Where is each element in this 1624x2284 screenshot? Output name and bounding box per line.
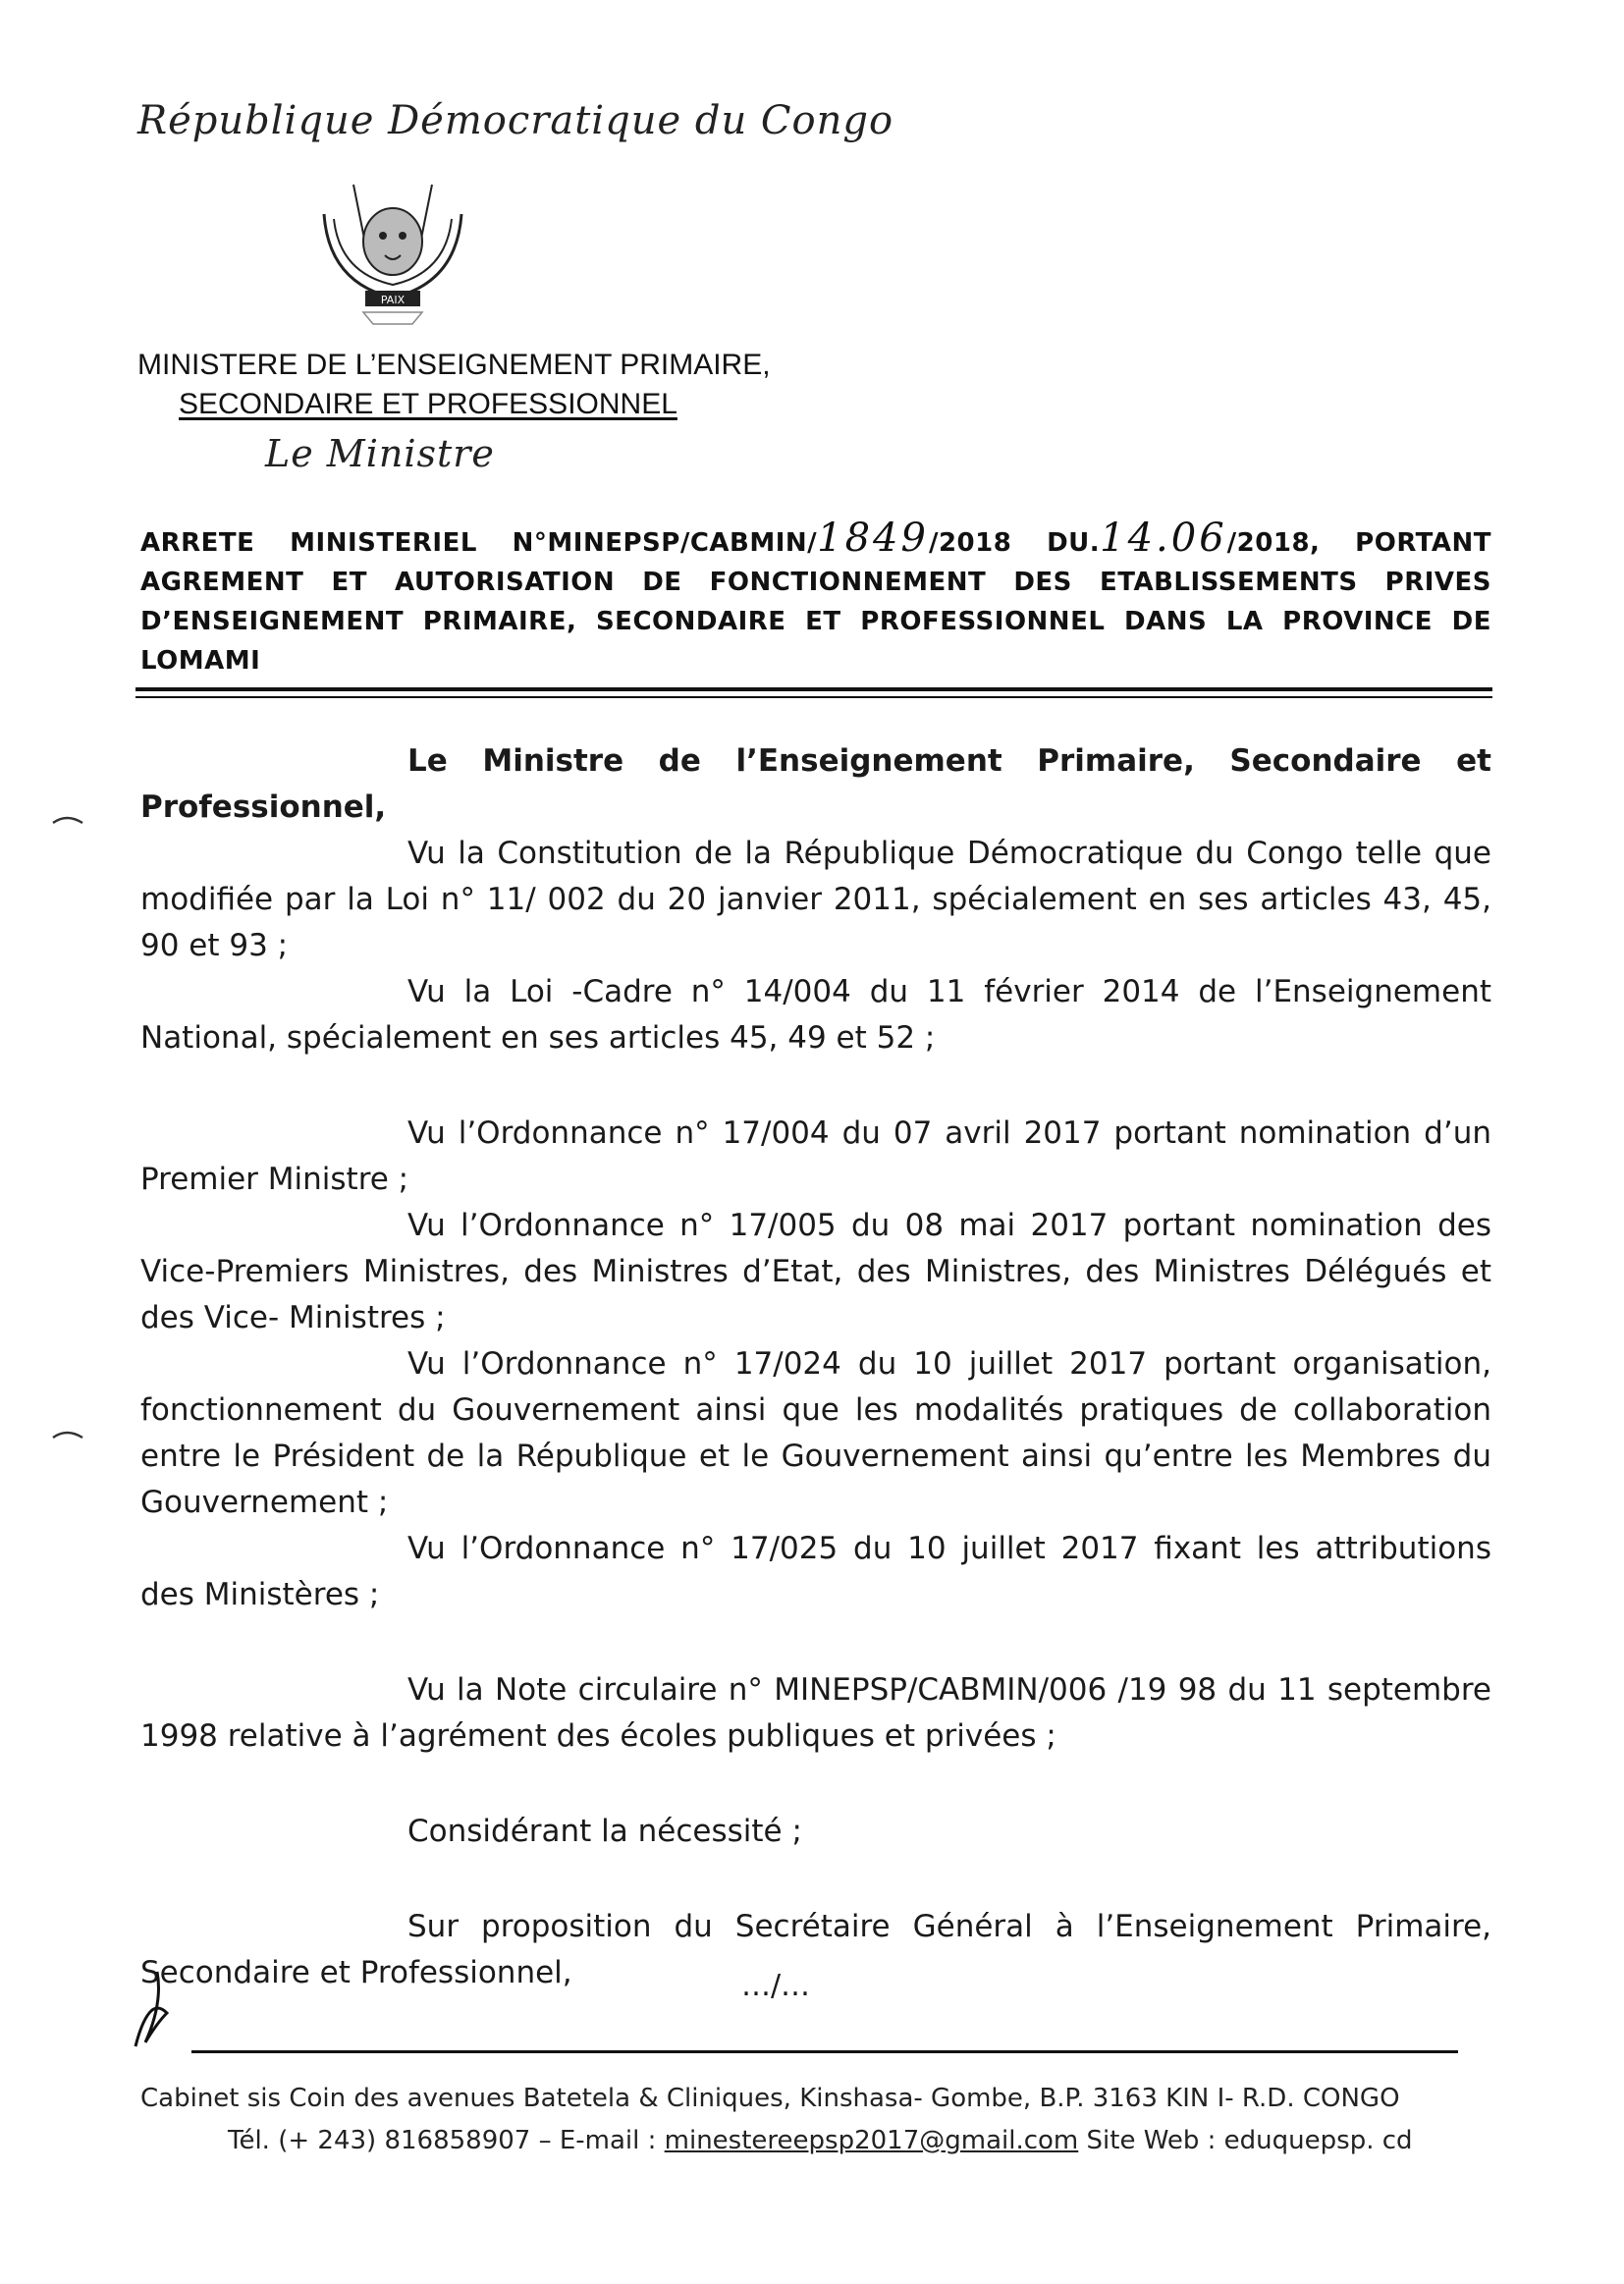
body-paragraph-3: Vu l’Ordonnance n° 17/004 du 07 avril 2017 portant nomination d’un Premier Ministre ;: [140, 1115, 1491, 1197]
footer-tel: Tél. (+ 243) 816858907 – E-mail :: [228, 2126, 665, 2155]
title-rule-thick: [135, 687, 1492, 691]
margin-mark-1: [49, 811, 88, 831]
decree-date: 14.06: [1100, 516, 1227, 561]
ministry-name: [137, 346, 771, 424]
seal-motto: PAIX: [380, 294, 406, 306]
ministry-line-2: SECONDAIRE ET PROFESSIONNEL: [179, 388, 677, 420]
body-paragraph-4: Vu l’Ordonnance n° 17/005 du 08 mai 2017 portant nomination des Vice-Premiers Ministres, des Ministres d’Etat, des Ministres, des Ministres Délégués et des Vice- Ministres ;: [140, 1208, 1491, 1335]
body-paragraph-8: Considérant la nécessité ;: [407, 1814, 802, 1849]
decree-title: [140, 518, 1491, 680]
title-year-du: /2018 DU.: [928, 528, 1101, 558]
footer-email-link[interactable]: minestereepsp2017@gmail.com: [664, 2126, 1079, 2155]
body-paragraph-2: Vu la Loi -Cadre n° 14/004 du 11 février 2014 de l’Enseignement National, spécialement en ses articles 45, 49 et 52 ;: [140, 974, 1491, 1056]
body-paragraph-9: Sur proposition du Secrétaire Général à l’Enseignement Primaire, Secondaire et Professionnel,: [140, 1909, 1491, 1990]
ministry-line-1: MINISTERE DE L’ENSEIGNEMENT PRIMAIRE,: [137, 349, 771, 381]
title-prefix: ARRETE MINISTERIEL N°MINEPSP/CABMIN/: [140, 528, 818, 558]
footer-rule: [191, 2050, 1458, 2053]
margin-mark-2: [49, 1426, 88, 1445]
paraph-initial: [128, 1964, 187, 2052]
body-paragraph-7: Vu la Note circulaire n° MINEPSP/CABMIN/006 /19 98 du 11 septembre 1998 relative à l’agrément des écoles publiques et privées ;: [140, 1672, 1491, 1754]
body-paragraph-5: Vu l’Ordonnance n° 17/024 du 10 juillet 2017 portant organisation, fonctionnement du Gouvernement ainsi que les modalités pratiques de collaboration entre le Président de la République et le Gouvernement ainsi qu’entre les Membres du Gouvernement ;: [140, 1346, 1491, 1520]
footer-site: Site Web : eduquepsp. cd: [1078, 2126, 1413, 2155]
title-suffix: /2018, PORTANT AGREMENT ET AUTORISATION DE FONCTIONNEMENT DES ETABLISSEMENTS PRIVES D’ENSEIGNEMENT PRIMAIRE, SECONDAIRE ET PROFESSIONNEL DANS LA PROVINCE DE LOMAMI: [140, 528, 1492, 676]
le-ministre-heading: Le Ministre: [265, 432, 495, 475]
footer-contact: [228, 2121, 1413, 2160]
footer-address: Cabinet sis Coin des avenues Batetela & Cliniques, Kinshasa- Gombe, B.P. 3163 KIN I- R.D. CONGO: [140, 2084, 1400, 2113]
title-rule-thin: [135, 696, 1492, 698]
continuation-mark: …/…: [740, 1969, 811, 2003]
coat-of-arms-seal: [304, 175, 481, 332]
body-paragraph-1: Vu la Constitution de la République Démocratique du Congo telle que modifiée par la Loi n° 11/ 002 du 20 janvier 2011, spécialement en ses articles 43, 45, 90 et 93 ;: [140, 836, 1491, 963]
republic-heading: République Démocratique du Congo: [137, 98, 894, 143]
body-paragraph-6: Vu l’Ordonnance n° 17/025 du 10 juillet 2017 fixant les attributions des Ministères ;: [140, 1531, 1491, 1612]
body-intro: Le Ministre de l’Enseignement Primaire, Secondaire et Professionnel,: [140, 743, 1491, 825]
decree-number: 1849: [817, 516, 929, 561]
decree-body: [140, 738, 1491, 1996]
